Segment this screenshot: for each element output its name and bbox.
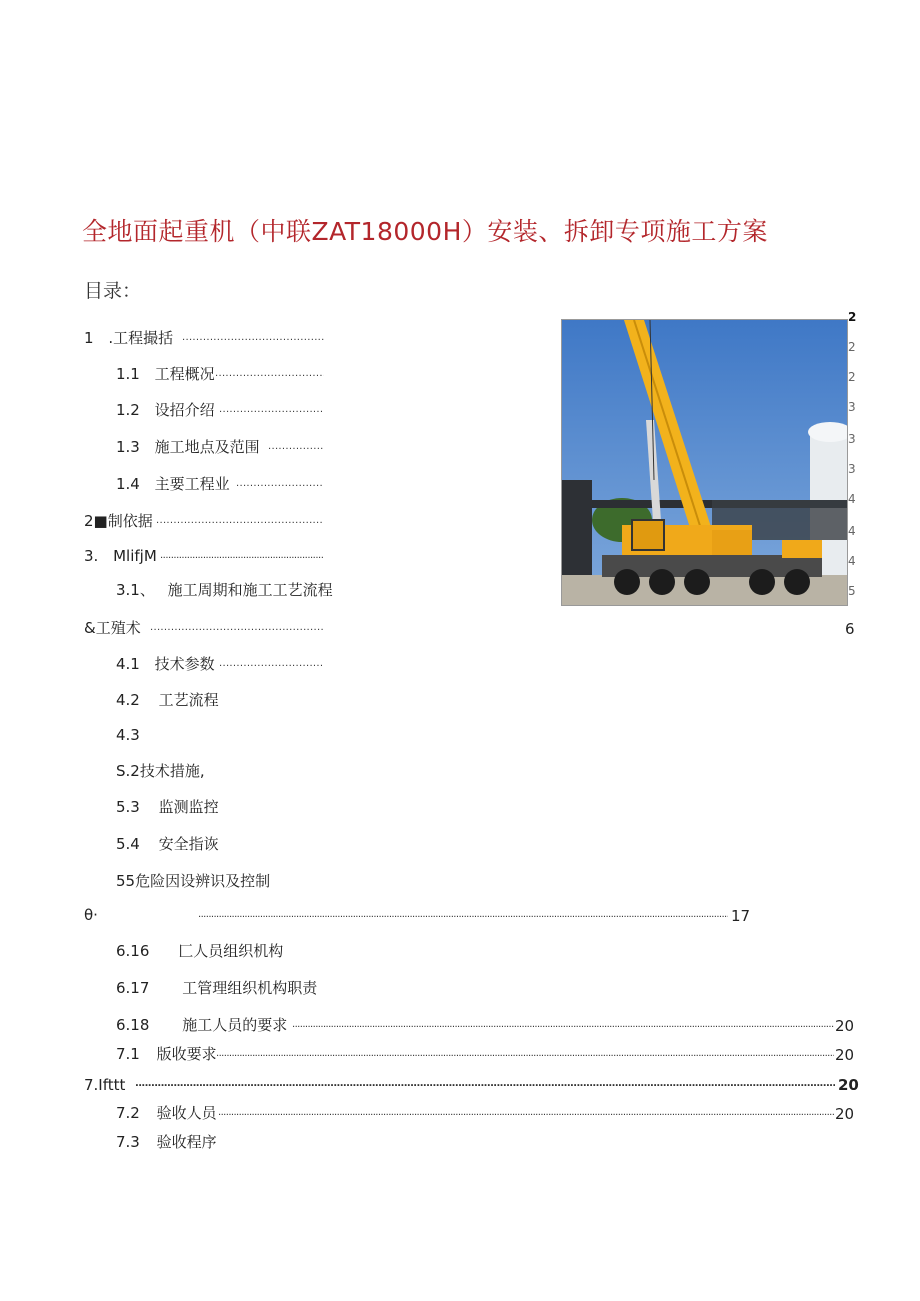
toc-number: 6.16 (116, 942, 150, 960)
toc-number: 3.1、 (116, 581, 155, 599)
toc-leader (216, 1044, 834, 1064)
toc-leader (219, 400, 324, 420)
toc-number: 4.1 (116, 655, 140, 673)
toc-entry-5-4[interactable] (116, 834, 219, 854)
crane-illustration (562, 320, 847, 605)
toc-text: 工艺流程 (158, 691, 219, 709)
toc-text: 工管理组织机构职责 (182, 979, 318, 997)
toc-entry-4-3[interactable] (116, 725, 140, 745)
side-page-number: 2 (848, 370, 856, 384)
toc-entry-2[interactable] (84, 511, 153, 531)
side-page-number: 3 (848, 462, 856, 476)
toc-page-number: 20 (835, 1105, 855, 1123)
toc-page-number: 17 (731, 907, 751, 925)
toc-entry-7[interactable] (84, 1075, 125, 1095)
side-page-number: 2 (848, 340, 856, 354)
toc-text: 工程概况 (154, 365, 215, 383)
toc-number: 6.17 (116, 979, 150, 997)
toc-leader (215, 364, 324, 384)
toc-text: MlifjM (113, 547, 157, 565)
toc-number: 3. (84, 547, 99, 565)
toc-number: 7.1 (116, 1045, 140, 1063)
toc-entry-3[interactable] (84, 546, 157, 566)
toc-number: 6.18 (116, 1016, 150, 1034)
toc-page-number: 20 (835, 1046, 855, 1064)
toc-number: 5.4 (116, 835, 140, 853)
side-page-number: 3 (848, 432, 856, 446)
toc-text: 安全指诙 (158, 835, 219, 853)
side-page-number: 4 (848, 492, 856, 506)
toc-text: 7.Ifttt (84, 1076, 126, 1094)
toc-leader (236, 474, 324, 494)
toc-number: 1.3 (116, 438, 140, 456)
toc-entry-1-4[interactable] (116, 474, 230, 494)
toc-number: 1.1 (116, 365, 140, 383)
toc-number: 4.2 (116, 691, 140, 709)
toc-entry-1-2[interactable] (116, 400, 215, 420)
toc-leader (135, 1074, 835, 1094)
toc-page-number: 20 (835, 1017, 855, 1035)
toc-number: 7.2 (116, 1104, 140, 1122)
toc-text: 施工周期和施工工艺流程 (167, 581, 333, 599)
toc-text: 设招介绍 (154, 401, 215, 419)
toc-entry-3-1[interactable] (116, 580, 333, 600)
toc-text: 监测监控 (158, 798, 219, 816)
toc-number: 7.3 (116, 1133, 140, 1151)
toc-entry-6-16[interactable] (116, 941, 283, 961)
toc-text: 施工地点及范围 (154, 438, 260, 456)
toc-entry-1-3[interactable] (116, 437, 260, 457)
toc-text: 验收程序 (156, 1133, 217, 1151)
toc-leader (268, 437, 324, 457)
toc-entry-7-1[interactable] (116, 1044, 217, 1064)
toc-text: &工殖术 (84, 619, 141, 637)
toc-leader (218, 1103, 834, 1123)
toc-page-number: 6 (845, 620, 855, 638)
side-page-number: 2 (848, 310, 857, 324)
toc-entry-5-2[interactable] (116, 761, 205, 781)
toc-text: θ· (84, 906, 98, 924)
toc-leader (182, 328, 324, 348)
toc-number: 1.4 (116, 475, 140, 493)
toc-text: S.2技术措施, (116, 762, 205, 780)
side-page-number: 5 (848, 584, 856, 598)
document-title: 全地面起重机（中联ZAT18000H）安装、拆卸专项施工方案 (82, 217, 768, 246)
toc-text: 55危险因设辨识及控制 (116, 872, 271, 890)
toc-text: 验收人员 (156, 1104, 217, 1122)
toc-entry-6-18[interactable] (116, 1015, 287, 1035)
toc-leader (292, 1015, 834, 1035)
toc-text: 2■制依据 (84, 512, 153, 530)
crane-photo (561, 319, 848, 606)
toc-leader (160, 546, 324, 566)
toc-entry-7-3[interactable] (116, 1132, 217, 1152)
toc-heading: 目录： (84, 280, 142, 302)
toc-leader (219, 654, 324, 674)
side-page-number: 4 (848, 554, 856, 568)
toc-text: 技术参数 (154, 655, 215, 673)
toc-text: .工程撮括 (108, 329, 174, 347)
toc-number: 1 (84, 329, 94, 347)
side-page-number: 3 (848, 400, 856, 414)
toc-leader (198, 905, 728, 925)
toc-leader (156, 511, 324, 531)
toc-page-number: 20 (838, 1076, 859, 1094)
toc-text: 匚人员组织机构 (178, 942, 284, 960)
toc-entry-1[interactable] (84, 328, 173, 348)
toc-entry-4[interactable] (84, 618, 141, 638)
toc-entry-5-3[interactable] (116, 797, 219, 817)
toc-entry-1-1[interactable] (116, 364, 215, 384)
toc-entry-5-5[interactable] (116, 871, 270, 891)
toc-text: 施工人员的要求 (182, 1016, 288, 1034)
side-page-number: 4 (848, 524, 856, 538)
toc-number: 4.3 (116, 726, 140, 744)
toc-text: 版收要求 (156, 1045, 217, 1063)
toc-number: 5.3 (116, 798, 140, 816)
toc-text: 主要工程业 (154, 475, 230, 493)
toc-number: 1.2 (116, 401, 140, 419)
toc-leader (150, 618, 324, 638)
toc-entry-7-2[interactable] (116, 1103, 217, 1123)
toc-entry-4-1[interactable] (116, 654, 215, 674)
toc-entry-4-2[interactable] (116, 690, 219, 710)
toc-entry-6-17[interactable] (116, 978, 317, 998)
toc-entry-6[interactable] (84, 905, 98, 925)
